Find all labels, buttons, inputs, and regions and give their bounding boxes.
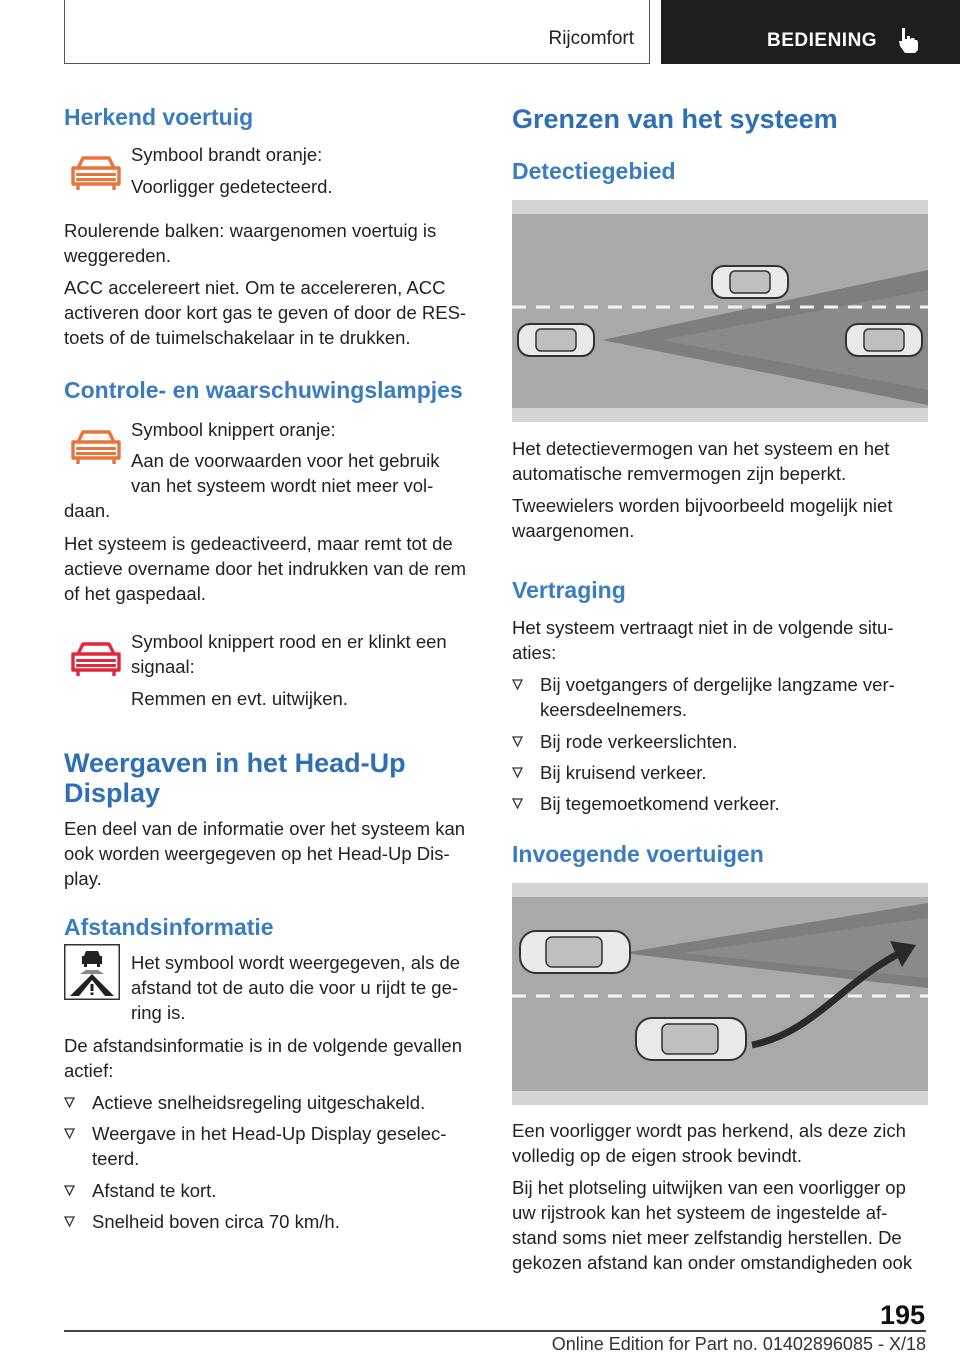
car-front-icon (66, 426, 126, 468)
section-title-invoegende: Invoegende voertuigen (512, 841, 764, 867)
header-chapter-title: BEDIENING (767, 30, 878, 51)
page-number: 195 (880, 1300, 926, 1330)
invoegende-p1-line1: Een voorligger wordt pas herkend, als deze zich (512, 1120, 906, 1141)
triangle-bullet-icon (64, 1185, 75, 1196)
herkend-p2-line3: toets of de tuimelschakelaar in te drukken. (64, 327, 411, 348)
invoegende-p2-line3: stand soms niet meer zelfstandig herstellen. De (512, 1227, 902, 1248)
list-item (64, 1209, 484, 1235)
detectie-p1-line1: Het detectievermogen van het systeem en het (512, 438, 890, 459)
invoegende-p2-line1: Bij het plotseling uitwijken van een voorligger op (512, 1177, 906, 1198)
section-title-detectie: Detectiegebied (512, 158, 676, 184)
herkend-p2-line1: ACC accelereert niet. Om te accelereren, ACC (64, 277, 446, 298)
detection-area-illustration (512, 200, 928, 422)
bullet-text: Bij kruisend verkeer. (540, 762, 707, 783)
header-section-title: Rijcomfort (548, 28, 634, 49)
triangle-bullet-icon (64, 1128, 75, 1139)
list-item (512, 760, 928, 786)
list-item (512, 791, 928, 817)
triangle-bullet-icon (64, 1097, 75, 1108)
herkend-icon-line2: Voorligger gedetecteerd. (131, 176, 333, 197)
section-title-weergaven-line1: Weergaven in het Head-Up (64, 748, 406, 778)
controle-p1-line3: of het gaspedaal. (64, 583, 206, 604)
bullet-text: Actieve snelheidsregeling uitgeschakeld. (92, 1092, 426, 1113)
bullet-text-cont: keersdeelnemers. (540, 699, 688, 720)
detectie-p2-line1: Tweewielers worden bijvoorbeeld mogelijk niet (512, 495, 893, 516)
merging-vehicles-illustration (512, 883, 928, 1105)
pointing-hand-icon (895, 26, 921, 54)
detectie-p1-line2: automatische remvermogen zijn beperkt. (512, 463, 847, 484)
list-item (512, 672, 928, 724)
controle-icon-line2b: van het systeem wordt niet meer vol- (131, 475, 434, 496)
afstand-icon-line1: Het symbool wordt weergegeven, als de (131, 952, 461, 973)
herkend-p2-line2: activeren door kort gas te geven of door de RES- (64, 302, 467, 323)
controle-icon-line2a: Aan de voorwaarden voor het gebruik (131, 450, 440, 471)
weergaven-p-line2: ook worden weergegeven op het Head-Up Dis- (64, 843, 450, 864)
list-item (512, 729, 928, 755)
vertraging-p-line1: Het systeem vertraagt niet in de volgende situ- (512, 617, 894, 638)
triangle-bullet-icon (512, 736, 523, 747)
herkend-p1-line2: weggereden. (64, 245, 171, 266)
controle-icon-line1: Symbool knippert oranje: (131, 419, 336, 440)
distance-warning-icon (64, 944, 120, 1000)
afstand-icon-line3: ring is. (131, 1002, 186, 1023)
section-title-afstand: Afstandsinformatie (64, 914, 274, 940)
red-icon-line2: Remmen en evt. uitwijken. (131, 688, 348, 709)
triangle-bullet-icon (512, 679, 523, 690)
car-top-view-3 (846, 324, 922, 356)
section-title-controle: Controle- en waarschuwingslampjes (64, 377, 463, 403)
section-title-herkend: Herkend voertuig (64, 104, 254, 130)
afstand-p-line2: actief: (64, 1060, 114, 1081)
bullet-text: Bij rode verkeerslichten. (540, 731, 738, 752)
invoegende-p2-line4: gekozen afstand kan onder omstandigheden ook (512, 1252, 913, 1273)
bullet-text: Weergave in het Head-Up Display geselec- (92, 1123, 447, 1144)
afstand-icon-line2: afstand tot de auto die voor u rijdt te ge- (131, 977, 459, 998)
car-front-icon (66, 638, 126, 680)
car-top-view-2 (518, 324, 594, 356)
weergaven-p-line3: play. (64, 868, 102, 889)
red-icon-line1a: Symbool knippert rood en er klinkt een (131, 631, 447, 652)
list-item (64, 1178, 484, 1204)
triangle-bullet-icon (64, 1216, 75, 1227)
detectie-p2-line2: waargenomen. (512, 520, 635, 541)
bullet-text: Snelheid boven circa 70 km/h. (92, 1211, 340, 1232)
triangle-bullet-icon (512, 767, 523, 778)
herkend-p1-line1: Roulerende balken: waargenomen voertuig is (64, 220, 437, 241)
vertraging-p-line2: aties: (512, 642, 557, 663)
invoegende-p2-line2: uw rijstrook kan het systeem de ingestelde af- (512, 1202, 888, 1223)
list-item (64, 1121, 484, 1173)
afstand-p-line1: De afstandsinformatie is in de volgende gevallen (64, 1035, 462, 1056)
bullet-text-cont: teerd. (92, 1148, 140, 1169)
section-title-grenzen: Grenzen van het systeem (512, 104, 838, 134)
car-top-view-1 (712, 266, 788, 298)
footer-divider (64, 1330, 926, 1332)
car-front-icon (66, 152, 126, 194)
header-chapter-tab (661, 0, 960, 64)
bullet-text: Afstand te kort. (92, 1180, 217, 1201)
bullet-text: Bij voetgangers of dergelijke langzame ver- (540, 674, 895, 695)
herkend-icon-line1: Symbool brandt oranje: (131, 144, 323, 165)
section-title-weergaven-line2: Display (64, 778, 161, 808)
car-top-view-merging (636, 1018, 746, 1060)
list-item (64, 1090, 484, 1116)
controle-icon-line2c: daan. (64, 500, 111, 521)
controle-p1-line1: Het systeem is gedeactiveerd, maar remt tot de (64, 533, 453, 554)
red-icon-line1b: signaal: (131, 656, 195, 677)
weergaven-p-line1: Een deel van de informatie over het systeem kan (64, 818, 466, 839)
footer-edition: Online Edition for Part no. 01402896085 - X/18 (551, 1334, 926, 1354)
bullet-text: Bij tegemoetkomend verkeer. (540, 793, 780, 814)
triangle-bullet-icon (512, 798, 523, 809)
section-title-vertraging: Vertraging (512, 577, 626, 603)
car-top-view-front (520, 931, 630, 973)
controle-p1-line2: actieve overname door het indrukken van de rem (64, 558, 467, 579)
invoegende-p1-line2: volledig op de eigen strook bevindt. (512, 1145, 803, 1166)
